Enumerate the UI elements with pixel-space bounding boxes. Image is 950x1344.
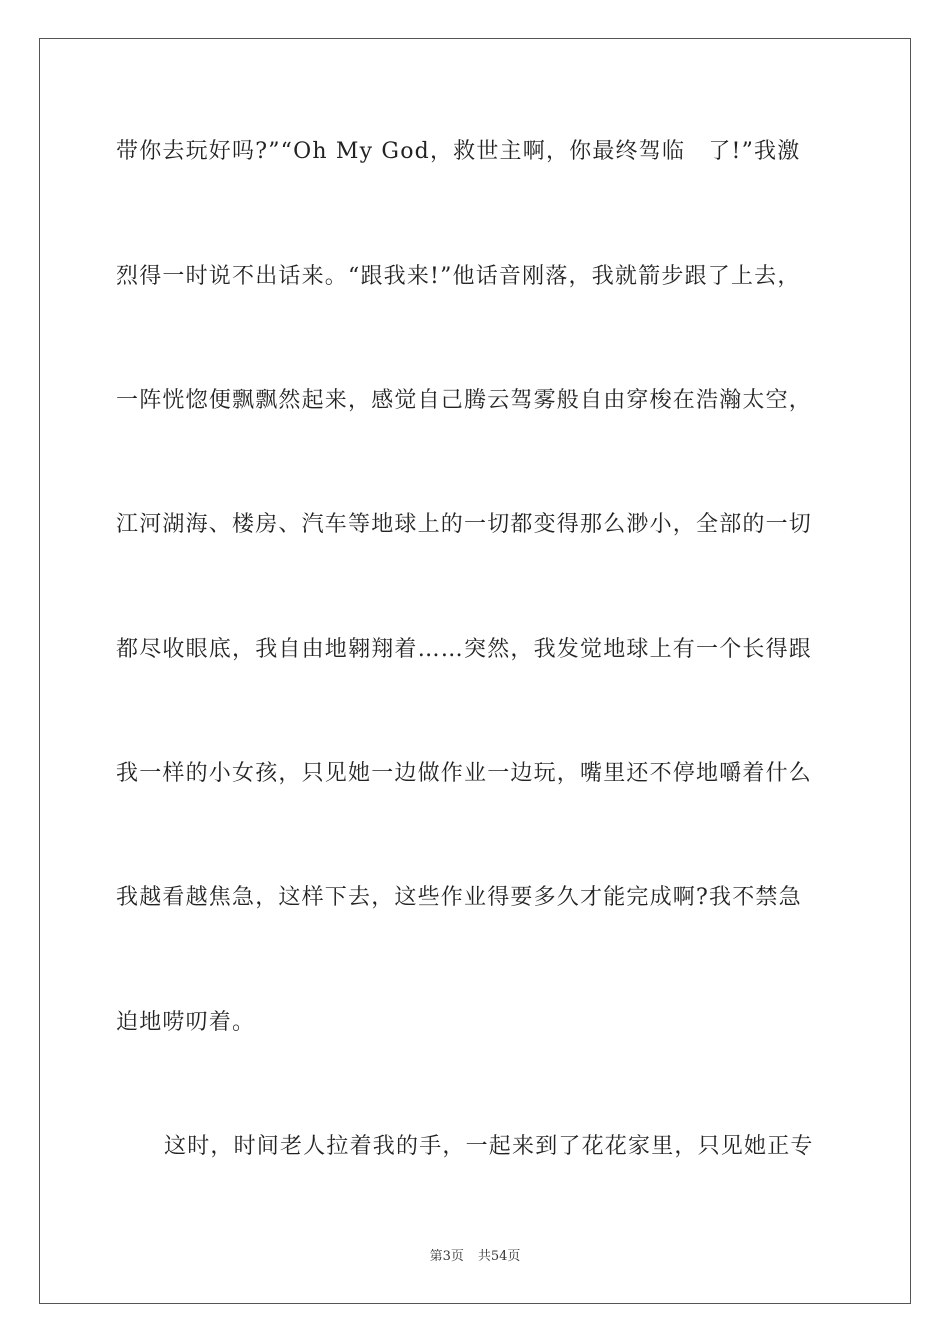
text-line-8: 迫地唠叨着。 [116, 1010, 256, 1035]
text-line-4: 江河湖海、楼房、汽车等地球上的一切都变得那么渺小，全部的一切 [116, 512, 813, 537]
text-line-7: 我越看越焦急，这样下去，这些作业得要多久才能完成啊?我不禁急 [116, 885, 802, 910]
total-pages-label: 共54页 [477, 1249, 521, 1264]
text-line-6: 我一样的小女孩，只见她一边做作业一边玩，嘴里还不停地嚼着什么 [116, 761, 813, 786]
page-footer [0, 1248, 950, 1266]
text-line-9: 这时，时间老人拉着我的手，一起来到了花花家里，只见她正专 [164, 1134, 814, 1159]
text-line-1: 带你去玩好吗?”“Oh My God，救世主啊，你最终驾临 了!”我激 [116, 139, 801, 164]
text-line-3: 一阵恍惚便飘飘然起来，感觉自己腾云驾雾般自由穿梭在浩瀚太空， [116, 388, 813, 413]
text-line-5: 都尽收眼底，我自由地翱翔着……突然，我发觉地球上有一个长得跟 [116, 637, 813, 662]
text-line-2: 烈得一时说不出话来。“跟我来!”他话音刚落，我就箭步跟了上去， [116, 264, 801, 289]
current-page-label: 第3页 [429, 1249, 464, 1264]
page-border [39, 38, 911, 1304]
